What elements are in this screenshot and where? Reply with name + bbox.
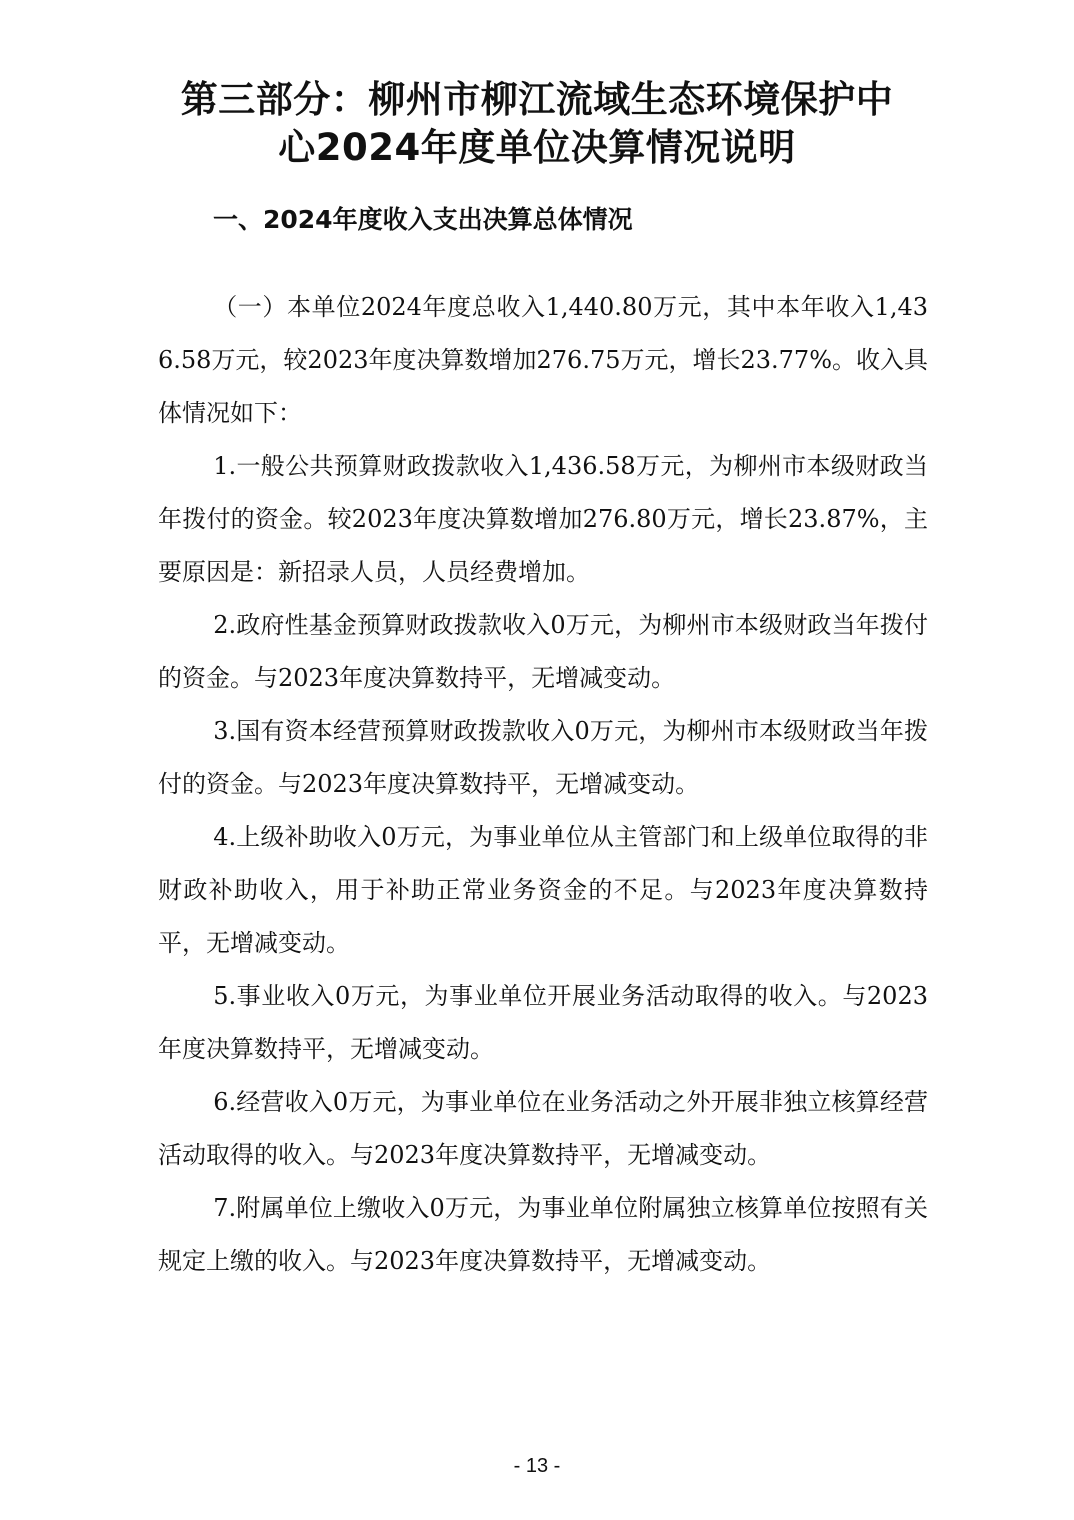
paragraph-superior-subsidy: 4.上级补助收入0万元，为事业单位从主管部门和上级单位取得的非财政补助收入，用于补助正常业务资金的不足。与2023年度决算数持平，无增减变动。 (158, 823, 928, 957)
paragraph-total-income: （一）本单位2024年度总收入1,440.80万元，其中本年收入1,436.58万元，较2023年度决算数增加276.75万元，增长23.77%。收入具体情况如下： (158, 293, 929, 427)
title-line-1: 第三部分：柳州市柳江流域生态环境保护中 (180, 78, 894, 121)
page-title (120, 76, 954, 172)
paragraph-affiliated-income: 7.附属单位上缴收入0万元，为事业单位附属独立核算单位按照有关规定上缴的收入。与2023年度决算数持平，无增减变动。 (158, 1194, 928, 1275)
paragraph-government-fund: 2.政府性基金预算财政拨款收入0万元，为柳州市本级财政当年拨付的资金。与2023年度决算数持平，无增减变动。 (158, 611, 928, 692)
section-heading: 一、2024年度收入支出决算总体情况 (213, 205, 633, 234)
body-text (158, 281, 928, 1288)
paragraph-operating-income: 6.经营收入0万元，为事业单位在业务活动之外开展非独立核算经营活动取得的收入。与2023年度决算数持平，无增减变动。 (158, 1088, 928, 1169)
paragraph-business-income: 5.事业收入0万元，为事业单位开展业务活动取得的收入。与2023年度决算数持平，无增减变动。 (158, 982, 928, 1063)
paragraph-state-capital: 3.国有资本经营预算财政拨款收入0万元，为柳州市本级财政当年拨付的资金。与2023年度决算数持平，无增减变动。 (158, 717, 928, 798)
paragraph-general-budget: 1.一般公共预算财政拨款收入1,436.58万元，为柳州市本级财政当年拨付的资金。较2023年度决算数增加276.80万元，增长23.87%，主要原因是：新招录人员，人员经费增加。 (158, 452, 928, 586)
page-number: - 13 - (513, 1455, 561, 1477)
title-line-2: 心2024年度单位决算情况说明 (278, 126, 796, 169)
